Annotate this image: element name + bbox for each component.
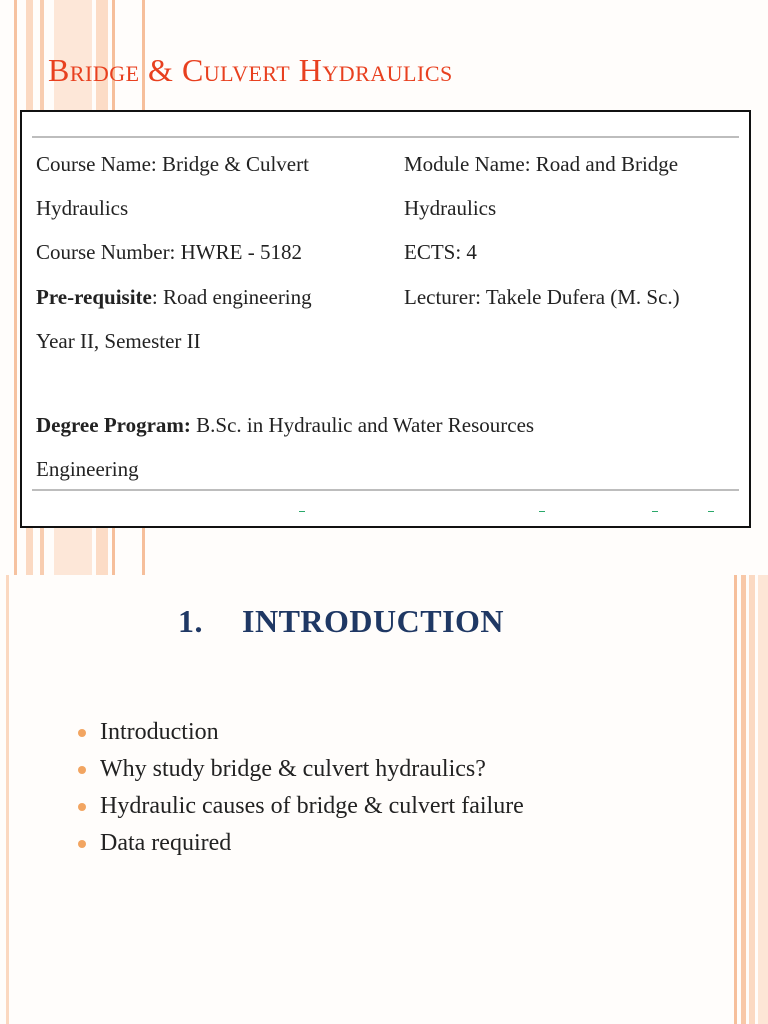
decorative-stripe: [749, 575, 755, 1024]
prerequisite-value: : Road engineering: [151, 285, 312, 309]
decorative-stripe: [6, 575, 9, 1024]
course-info-box: [20, 110, 751, 528]
course-name-line1: Course Name: Bridge & Culvert: [36, 152, 309, 176]
lecturer: Lecturer: Takele Dufera (M. Sc.): [404, 285, 680, 309]
degree-program: [36, 413, 534, 438]
bottom-divider: [32, 489, 739, 491]
list-item: [78, 714, 524, 751]
bullet-dot-icon: [78, 766, 86, 774]
list-item: [78, 788, 524, 825]
green-dash-mark: [708, 511, 714, 512]
module-name-line1: Module Name: Road and Bridge: [404, 152, 679, 176]
degree-line2: Engineering: [36, 457, 139, 481]
green-dash-mark: [539, 511, 545, 512]
green-dash-mark: [652, 511, 658, 512]
bullet-dot-icon: [78, 729, 86, 737]
section-title: [178, 603, 504, 640]
degree-label: Degree Program:: [36, 413, 191, 437]
ects: ECTS: 4: [404, 240, 477, 264]
list-item-text: Introduction: [100, 719, 219, 745]
bullet-dot-icon: [78, 803, 86, 811]
course-number: Course Number: HWRE - 5182: [36, 240, 302, 264]
section-title-text: INTRODUCTION: [242, 603, 505, 639]
year-semester: Year II, Semester II: [36, 329, 201, 353]
module-name-line2: Hydraulics: [404, 196, 497, 220]
green-dash-mark: [299, 511, 305, 512]
list-item-text: Hydraulic causes of bridge & culvert failure: [100, 793, 524, 819]
decorative-stripe: [734, 575, 737, 1024]
slide-introduction: [0, 575, 768, 1024]
decorative-stripe: [14, 0, 17, 575]
degree-value: B.Sc. in Hydraulic and Water Resources: [190, 413, 535, 437]
decorative-stripe: [741, 575, 746, 1024]
prerequisite-label: Pre-requisite: [36, 285, 152, 309]
topic-list: [78, 714, 524, 862]
list-item-text: Data required: [100, 830, 232, 856]
decorative-stripe: [758, 575, 768, 1024]
section-number: 1.: [178, 603, 203, 639]
list-item: [78, 751, 524, 788]
slide-title: Bridge & Culvert Hydraulics: [48, 52, 453, 88]
list-item-text: Why study bridge & culvert hydraulics?: [100, 756, 486, 782]
list-item: [78, 825, 524, 862]
bullet-dot-icon: [78, 840, 86, 848]
top-divider: [32, 136, 739, 138]
prerequisite: [36, 285, 312, 310]
course-name-line2: Hydraulics: [36, 196, 129, 220]
